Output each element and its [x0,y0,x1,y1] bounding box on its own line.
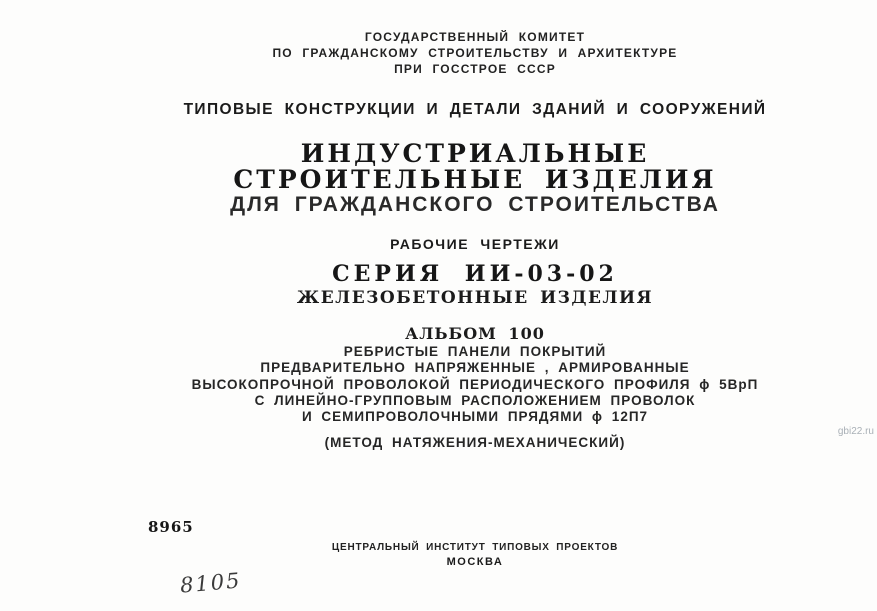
album-description-line-3: ВЫСОКОПРОЧНОЙ ПРОВОЛОКОЙ ПЕРИОДИЧЕСКОГО ПРОФИЛЯ ϕ 5ВрП [191,377,759,392]
album-description-line-5: И СЕМИПРОВОЛОЧНЫМИ ПРЯДЯМИ ϕ 12П7 [301,409,649,424]
collection-title: ТИПОВЫЕ КОНСТРУКЦИИ И ДЕТАЛИ ЗДАНИЙ И СООРУЖЕНИЙ [183,101,767,118]
series-subject: ЖЕЛЕЗОБЕТОННЫЕ ИЗДЕЛИЯ [296,288,654,308]
drawings-type-label: РАБОЧИЕ ЧЕРТЕЖИ [390,236,560,252]
main-title-line-2: СТРОИТЕЛЬНЫЕ ИЗДЕЛИЯ [233,165,717,194]
album-number: АЛЬБОМ 100 [405,324,545,343]
main-title-line-3: ДЛЯ ГРАЖДАНСКОГО СТРОИТЕЛЬСТВА [230,193,720,216]
committee-name-line-3: ПРИ ГОССТРОЕ СССР [394,62,556,76]
album-description-line-4: С ЛИНЕЙНО-ГРУППОВЫМ РАСПОЛОЖЕНИЕМ ПРОВОЛОК [254,393,696,408]
title-page-text-column [125,0,825,611]
site-watermark: gbi22.ru [837,426,874,437]
handwritten-number: 8105 [179,568,243,598]
album-description-line-1: РЕБРИСТЫЕ ПАНЕЛИ ПОКРЫТИЙ [343,344,607,359]
album-description-line-2: ПРЕДВАРИТЕЛЬНО НАПРЯЖЕННЫЕ , АРМИРОВАННЫЕ [260,360,690,375]
inventory-number: 8965 [148,518,194,536]
series-number: СЕРИЯ ИИ-03-02 [332,261,618,287]
publisher-name: ЦЕНТРАЛЬНЫЙ ИНСТИТУТ ТИПОВЫХ ПРОЕКТОВ [331,542,619,553]
tensioning-method-note: (МЕТОД НАТЯЖЕНИЯ-МЕХАНИЧЕСКИЙ) [324,435,626,450]
committee-name-line-1: ГОСУДАРСТВЕННЫЙ КОМИТЕТ [364,30,586,44]
committee-name-line-2: ПО ГРАЖДАНСКОМУ СТРОИТЕЛЬСТВУ И АРХИТЕКТУРЕ [272,46,678,60]
main-title-line-1: ИНДУСТРИАЛЬНЫЕ [300,139,650,168]
publisher-city: МОСКВА [446,556,504,568]
